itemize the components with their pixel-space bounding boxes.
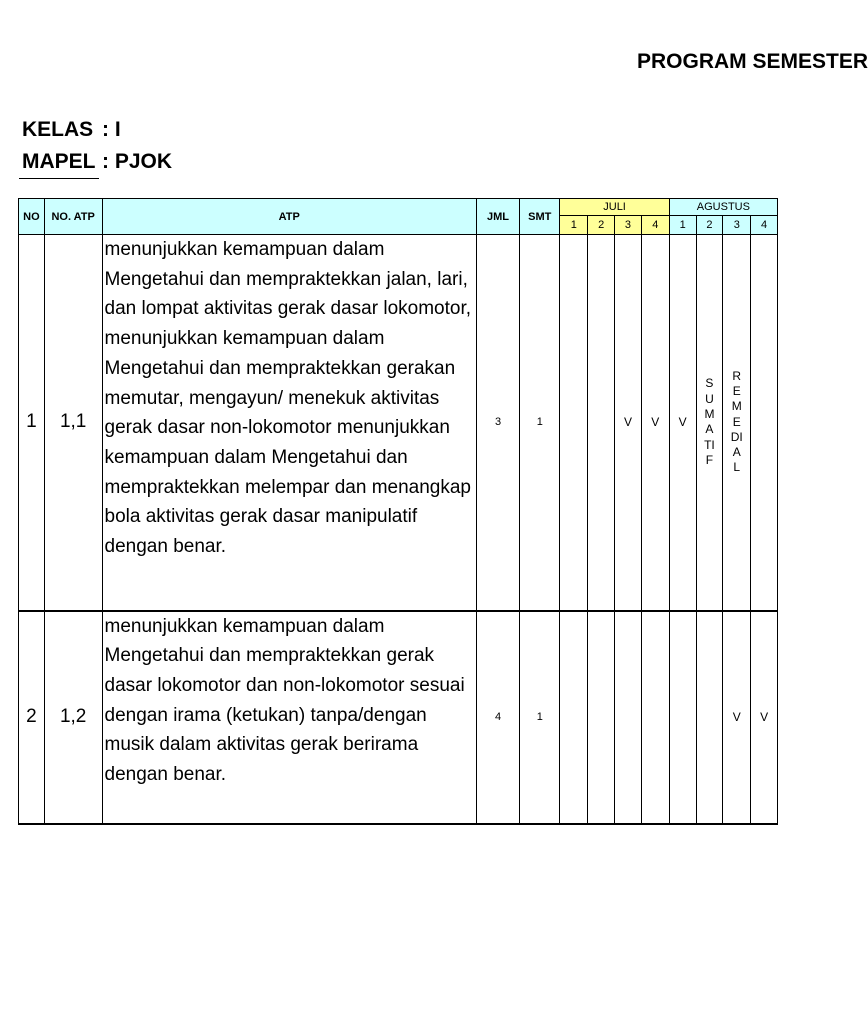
week-header: 2 xyxy=(588,216,615,235)
week-cell xyxy=(641,611,669,824)
row-atp-number: 1,1 xyxy=(44,235,102,611)
mapel-value: : PJOK xyxy=(102,150,173,173)
mapel-line xyxy=(22,150,172,174)
week-cell xyxy=(615,611,642,824)
page-title: PROGRAM SEMESTER xyxy=(637,50,868,73)
week-header: 3 xyxy=(615,216,642,235)
table-row xyxy=(19,235,778,611)
row-atp-text: menunjukkan kemampuan dalam Mengetahui dan mempraktekkan gerak dasar lokomotor dan non-lokomotor sesuai dengan irama (ketukan) tanpa/dengan musik dalam aktivitas gerak berirama dengan benar. xyxy=(102,611,476,824)
program-table-container xyxy=(18,198,768,830)
remedial-label: REMEDIAL xyxy=(730,368,743,475)
mapel-label: MAPEL xyxy=(22,150,96,173)
month-header-agustus: AGUSTUS xyxy=(669,199,777,216)
week-cell-remedial xyxy=(723,235,751,611)
table-row xyxy=(19,611,778,824)
week-header: 4 xyxy=(751,216,778,235)
week-cell: V xyxy=(669,235,696,611)
kelas-value: : I xyxy=(102,118,121,141)
row-smt: 1 xyxy=(520,235,560,611)
row-number: 1 xyxy=(19,235,45,611)
col-header-smt: SMT xyxy=(520,199,560,235)
kelas-label: KELAS xyxy=(22,118,94,141)
col-header-no: NO xyxy=(19,199,45,235)
week-cell xyxy=(588,611,615,824)
row-atp-number: 1,2 xyxy=(44,611,102,824)
week-header: 2 xyxy=(696,216,723,235)
kelas-line xyxy=(22,118,121,142)
col-header-no-atp: NO. ATP xyxy=(44,199,102,235)
week-header: 4 xyxy=(641,216,669,235)
row-jml: 4 xyxy=(476,611,519,824)
week-cell: V xyxy=(751,611,778,824)
week-cell xyxy=(588,235,615,611)
row-atp-text: menunjukkan kemampuan dalam Mengetahui dan mempraktekkan jalan, lari, dan lompat aktivitas gerak dasar lokomotor, menunjukkan kemampuan dalam Mengetahui dan mempraktekkan gerakan memutar, mengayun/ menekuk aktivitas gerak dasar non-lokomotor menunjukkan kemampuan dalam Mengetahui dan mempraktekkan melempar dan menangkap bola aktivitas gerak dasar manipulatif dengan benar. xyxy=(102,235,476,611)
week-header: 1 xyxy=(560,216,588,235)
week-cell: V xyxy=(723,611,751,824)
week-cell xyxy=(696,611,723,824)
week-cell xyxy=(669,611,696,824)
month-header-juli: JULI xyxy=(560,199,669,216)
week-header: 3 xyxy=(723,216,751,235)
row-number: 2 xyxy=(19,611,45,824)
week-cell-sumatif xyxy=(696,235,723,611)
sumatif-label: SUMATIF xyxy=(704,376,715,467)
header-underline xyxy=(19,178,99,179)
week-header: 1 xyxy=(669,216,696,235)
week-cell xyxy=(560,611,588,824)
week-cell xyxy=(560,235,588,611)
week-cell: V xyxy=(615,235,642,611)
row-jml: 3 xyxy=(476,235,519,611)
week-cell: V xyxy=(641,235,669,611)
week-cell xyxy=(751,235,778,611)
col-header-jml: JML xyxy=(476,199,519,235)
program-table xyxy=(18,198,778,825)
col-header-atp: ATP xyxy=(102,199,476,235)
row-smt: 1 xyxy=(520,611,560,824)
